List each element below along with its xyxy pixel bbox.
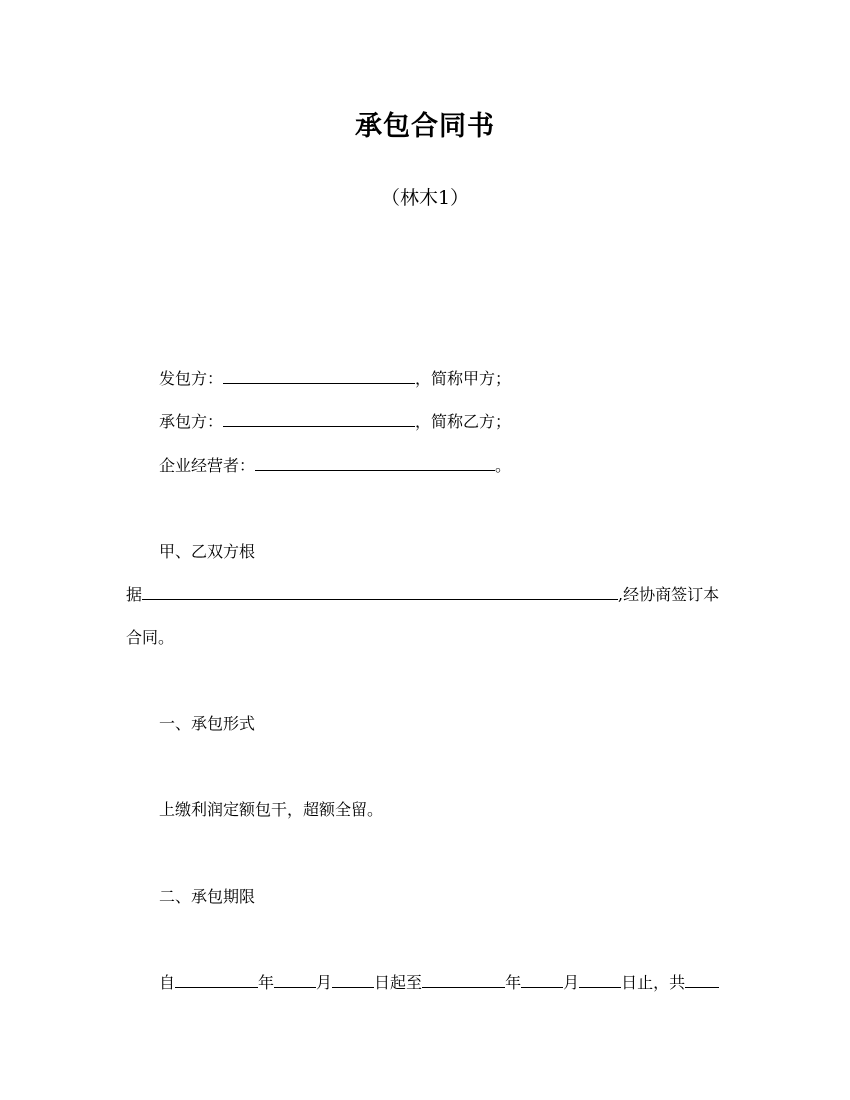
term-month-1: 月 xyxy=(316,973,333,992)
issuer-label: 发包方： xyxy=(159,369,224,388)
term-day-from: 日起至 xyxy=(374,973,423,992)
term-start: 自 xyxy=(159,973,176,992)
preamble-line-1: 甲、乙双方根 xyxy=(159,542,256,561)
term-day-until: 日止，共 xyxy=(621,973,686,992)
preamble-line-2 xyxy=(126,585,719,605)
operator-suffix: 。 xyxy=(495,456,512,475)
term-line xyxy=(159,973,719,993)
section2-heading: 二、承包期限 xyxy=(159,887,256,906)
end-year-blank xyxy=(422,973,505,988)
document-title: 承包合同书 xyxy=(355,111,495,142)
total-years-blank xyxy=(685,973,719,988)
start-day-blank xyxy=(332,973,374,988)
term-year-2: 年 xyxy=(505,973,522,992)
document-subtitle: （林木1） xyxy=(380,187,470,209)
issuer-suffix: ，简称甲方； xyxy=(415,369,512,388)
section1-body: 上缴利润定额包干，超额全留。 xyxy=(159,800,384,819)
contractor-blank xyxy=(223,412,415,427)
operator-label: 企业经营者： xyxy=(159,456,256,475)
term-year-1: 年 xyxy=(258,973,275,992)
preamble-blank xyxy=(142,585,618,600)
issuer-line xyxy=(159,369,511,389)
contractor-line xyxy=(159,412,511,432)
start-month-blank xyxy=(274,973,316,988)
contractor-suffix: ，简称乙方； xyxy=(415,412,512,431)
operator-blank xyxy=(255,456,495,471)
preamble-line-3: 合同。 xyxy=(126,628,175,647)
contractor-label: 承包方： xyxy=(159,412,224,431)
preamble-suffix: ,经协商签订本 xyxy=(618,585,720,604)
end-day-blank xyxy=(579,973,621,988)
operator-line xyxy=(159,456,511,476)
preamble-prefix: 据 xyxy=(126,585,143,604)
start-year-blank xyxy=(175,973,258,988)
section1-heading: 一、承包形式 xyxy=(159,714,256,733)
term-month-2: 月 xyxy=(563,973,580,992)
issuer-blank xyxy=(223,369,415,384)
end-month-blank xyxy=(521,973,563,988)
